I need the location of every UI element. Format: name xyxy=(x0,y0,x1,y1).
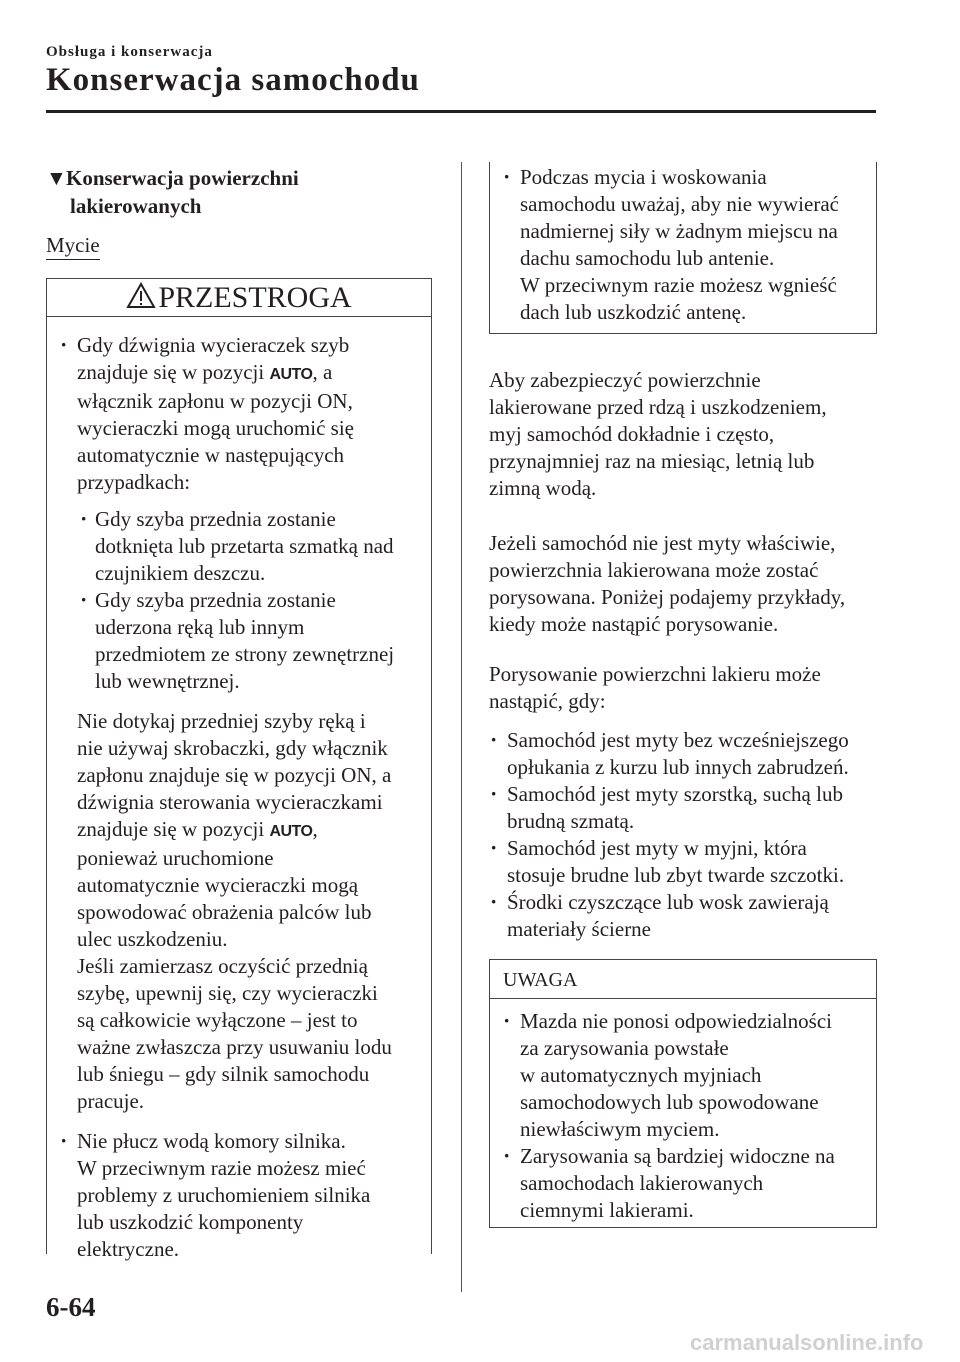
caution-box xyxy=(46,278,432,1261)
caution-box-continued xyxy=(489,162,877,334)
list-item: · Gdy szyba przednia zostanie dotknięta lub przetarta szmatką nad czujnikiem deszczu. xyxy=(47,506,431,587)
caution-content xyxy=(47,317,431,1263)
header-rule xyxy=(46,110,876,113)
caution-title: PRZESTROGA xyxy=(158,281,352,314)
caution-header xyxy=(47,279,431,317)
body-paragraph: Jeżeli samochód nie jest myty właściwie, powierzchnia lakierowana może zostać porysowana. Poniżej podajemy przykłady, kiedy może nastąpić porysowanie. xyxy=(489,531,846,636)
watermark: carmanualsonline.info xyxy=(690,1330,924,1355)
auto-symbol: AUTO xyxy=(269,823,313,840)
triangle-down-icon: ▼ xyxy=(46,166,67,190)
warning-icon xyxy=(126,282,156,309)
list-item: · Samochód jest myty szorstką, suchą lub brudną szmatą. xyxy=(477,781,877,835)
body-paragraph: Aby zabezpieczyć powierzchnie lakierowane przed rdzą i uszkodzeniem, myj samochód dokładnie i często, przynajmniej raz na miesiąc, letnią lub zimną wodą. xyxy=(489,368,827,500)
list-item: · Nie płucz wodą komory silnika. W przeciwnym razie możesz mieć problemy z uruchomieniem silnika lub uszkodzić komponenty elektryczne. xyxy=(47,1128,431,1263)
column-divider xyxy=(461,162,462,1292)
note-title: UWAGA xyxy=(490,960,876,999)
body-paragraph: Porysowanie powierzchni lakieru może nastąpić, gdy: xyxy=(489,662,821,713)
list-item: · Podczas mycia i woskowania samochodu uważaj, aby nie wywierać nadmiernej siły w żadnym miejscu na dachu samochodu lub antenie. W przeciwnym razie możesz wgnieść dach lub uszkodzić antenę. xyxy=(490,164,876,326)
caution-paragraph: Nie dotykaj przedniej szyby ręką i nie używaj skrobaczki, gdy włącznik zapłonu znajduje się w pozycji ON, a dźwignia sterowania wycieraczkami znajduje się w pozycji AUTO, ponieważ uruchomione automatycznie wycieraczki mogą spowodować obrażenia palców lub ulec uszkodzeniu. Jeśli zamierzasz oczyścić przednią szybę, upewnij się, czy wycieraczki są całkowicie wyłączone – jest to ważne zwłaszcza przy usuwaniu lodu lub śniegu – gdy silnik samochodu pracuje. xyxy=(77,709,392,1113)
list-item: · Gdy szyba przednia zostanie uderzona ręką lub innym przedmiotem ze strony zewnętrznej lub wewnętrznej. xyxy=(47,587,431,695)
list-item: · Gdy dźwignia wycieraczek szyb znajduje się w pozycji AUTO, a włącznik zapłonu w pozycji ON, wycieraczki mogą uruchomić się automatycznie w następujących przypadkach: xyxy=(47,332,431,496)
list-item: · Mazda nie ponosi odpowiedzialności za zarysowania powstałe w automatycznych myjniach samochodowych lub spowodowane niewłaściwym myciem. xyxy=(490,1008,876,1143)
header-section-label: Obsługa i konserwacja xyxy=(46,44,213,60)
note-box xyxy=(489,959,877,1228)
auto-symbol: AUTO xyxy=(269,366,313,383)
section-title: ▼Konserwacja powierzchni lakierowanych xyxy=(46,166,299,218)
scratch-causes-list xyxy=(477,727,877,943)
page-number: 6-64 xyxy=(46,1292,96,1322)
list-item: · Samochód jest myty bez wcześniejszego opłukania z kurzu lub innych zabrudzeń. xyxy=(477,727,877,781)
list-item: · Samochód jest myty w myjni, która stosuje brudne lub zbyt twarde szczotki. xyxy=(477,835,877,889)
subheading: Mycie xyxy=(46,232,100,260)
list-item: · Środki czyszczące lub wosk zawierają materiały ścierne xyxy=(477,889,877,943)
list-item: · Zarysowania są bardziej widoczne na samochodach lakierowanych ciemnymi lakierami. xyxy=(490,1143,876,1224)
page-title: Konserwacja samochodu xyxy=(46,62,420,98)
